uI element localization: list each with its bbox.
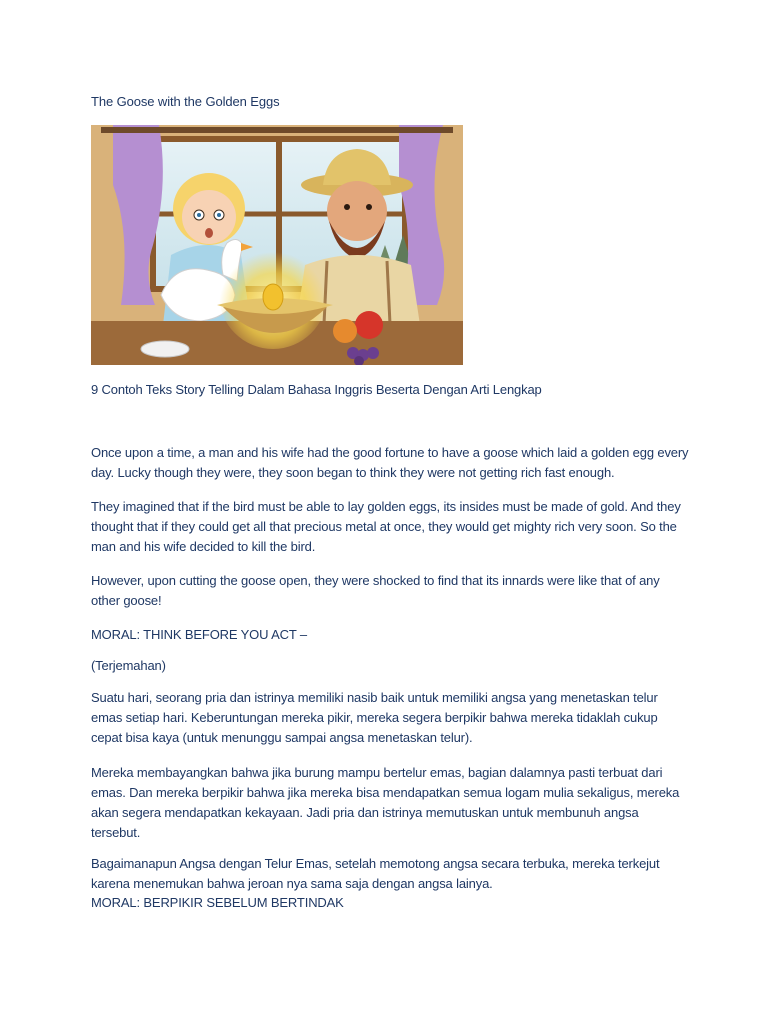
english-paragraph-3: However, upon cutting the goose open, they were shocked to find that its innards were like that of any other goose! [91, 573, 660, 608]
english-paragraph-1: Once upon a time, a man and his wife had the good fortune to have a goose which laid a golden egg every day. Lucky though they were, they soon began to think they were not getting rich fast enough. [91, 445, 689, 480]
indonesian-paragraph-1: Suatu hari, seorang pria dan istrinya memiliki nasib baik untuk memiliki angsa yang menetaskan telur emas setiap hari. Keberuntungan mereka pikir, mereka segera berpikir bahwa mereka tidaklah cukup cepat bisa kaya (untuk menunggu sampai angsa menetaskan telur). [91, 690, 658, 745]
indonesian-paragraph-3: Bagaimanapun Angsa dengan Telur Emas, setelah memotong angsa secara terbuka, mereka terkejut karena menemukan bahwa jeroan nya sama saja dengan angsa lainya. [91, 856, 660, 891]
moral-english: MORAL: THINK BEFORE YOU ACT – [91, 627, 307, 642]
english-paragraph-2: They imagined that if the bird must be able to lay golden eggs, its insides must be made of gold. And they thought that if they could get all that precious metal at once, they would get mighty rich very soon. So the man and his wife decided to kill the bird. [91, 499, 681, 554]
indonesian-paragraph-2: Mereka membayangkan bahwa jika burung mampu bertelur emas, bagian dalamnya pasti terbuat dari emas. Dan mereka berpikir bahwa jika mereka bisa mendapatkan semua logam mulia sekaligus, mereka akan segera mendapatkan kekayaan. Jadi pria dan istrinya memutuskan untuk membunuh angsa tersebut. [91, 765, 680, 840]
moral-indonesian: MORAL: BERPIKIR SEBELUM BERTINDAK [91, 895, 344, 910]
image-caption: 9 Contoh Teks Story Telling Dalam Bahasa Inggris Beserta Dengan Arti Lengkap [91, 382, 542, 397]
document-title: The Goose with the Golden Eggs [91, 94, 280, 109]
translation-label: (Terjemahan) [91, 658, 166, 673]
story-illustration [91, 125, 463, 365]
